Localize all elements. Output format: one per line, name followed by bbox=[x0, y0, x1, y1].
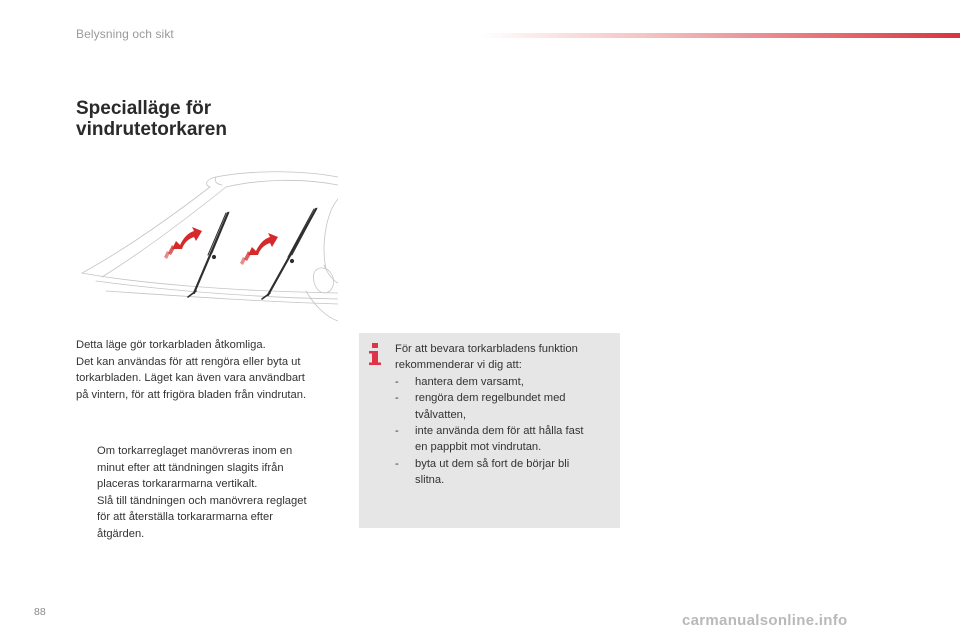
info-item-line: tvålvatten, bbox=[415, 408, 466, 421]
watermark-link[interactable]: carmanualsonline.info bbox=[682, 612, 848, 629]
info-item bbox=[395, 456, 610, 489]
page-title bbox=[76, 98, 227, 140]
step-line: Slå till tändningen och manövrera reglaget bbox=[97, 494, 307, 507]
info-item-line: en pappbit mot vindrutan. bbox=[415, 441, 542, 454]
intro-text bbox=[76, 337, 341, 403]
info-dash: - bbox=[395, 375, 399, 388]
lift-arrow-right bbox=[240, 233, 278, 265]
info-dash: - bbox=[395, 392, 399, 405]
step-line: för att återställa torkararmarna efter bbox=[97, 511, 273, 523]
lift-arrow-left bbox=[164, 227, 202, 259]
info-content bbox=[395, 341, 610, 489]
step-line: åtgärden. bbox=[97, 527, 145, 540]
info-icon bbox=[369, 343, 381, 365]
step-item bbox=[76, 493, 346, 543]
info-box bbox=[359, 333, 620, 528]
info-item-line: hantera dem varsamt, bbox=[415, 375, 524, 388]
step-line: minut efter att tändningen slagits ifrån bbox=[97, 461, 284, 474]
info-item-line: slitna. bbox=[415, 474, 445, 487]
intro-line: torkarbladen. Läget kan även vara användbart bbox=[76, 372, 305, 384]
info-dash: - bbox=[395, 425, 399, 438]
info-item bbox=[395, 374, 610, 390]
page-number: 88 bbox=[34, 606, 46, 618]
page-title-line-1: Specialläge för bbox=[76, 98, 212, 119]
step-line: Om torkarreglaget manövreras inom en bbox=[97, 445, 293, 457]
info-item-line: rengöra dem regelbundet med bbox=[415, 392, 566, 405]
info-item-line: inte använda dem för att hålla fast bbox=[415, 425, 584, 438]
info-item-line: byta ut dem så fort de börjar bli bbox=[415, 457, 570, 470]
info-item bbox=[395, 390, 610, 423]
page-title-line-2: vindrutetorkaren bbox=[76, 119, 227, 140]
intro-line: Det kan användas för att rengöra eller byta ut bbox=[76, 355, 301, 368]
windscreen-wiper-illustration bbox=[76, 165, 338, 327]
info-intro-line: För att bevara torkarbladens funktion bbox=[395, 343, 578, 355]
step-line: placeras torkararmarna vertikalt. bbox=[97, 478, 258, 490]
step-list bbox=[76, 443, 346, 542]
info-intro-line: rekommenderar vi dig att: bbox=[395, 359, 522, 372]
intro-line: Detta läge gör torkarbladen åtkomliga. bbox=[76, 339, 266, 351]
info-item bbox=[395, 423, 610, 456]
info-dash: - bbox=[395, 457, 399, 470]
intro-line: på vintern, för att frigöra bladen från vindrutan. bbox=[76, 388, 307, 401]
header-accent-bar bbox=[480, 33, 960, 38]
step-item bbox=[76, 443, 346, 493]
section-header: Belysning och sikt bbox=[76, 27, 174, 41]
